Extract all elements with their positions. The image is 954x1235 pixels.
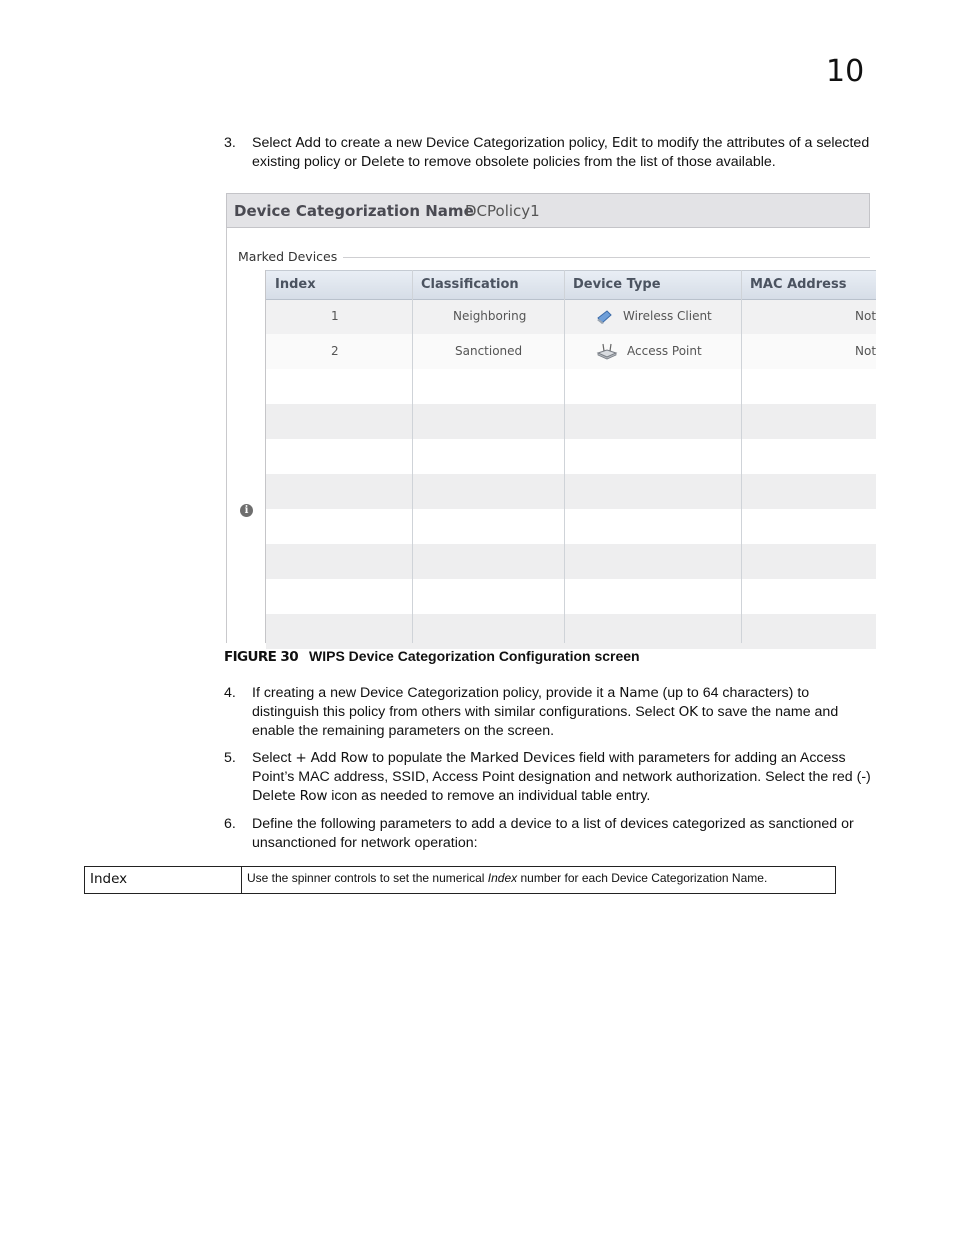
table-row[interactable]: [266, 334, 876, 369]
classification-cell: Sanctioned: [455, 344, 523, 358]
step-6: [224, 815, 874, 853]
index-cell: 1: [331, 309, 339, 323]
table-row[interactable]: [266, 544, 876, 579]
ui-term: Marked Devices: [469, 750, 576, 766]
text: number for each Device Categorization Name.: [517, 871, 768, 885]
step-4: [224, 684, 874, 741]
chapter-number: 10: [826, 54, 865, 89]
text: (up to 64 characters) to distinguish this policy from others with similar configurations. Select: [252, 685, 810, 720]
step-number: 3.: [224, 135, 236, 151]
text: to modify the attributes of a selected existing policy or: [252, 135, 870, 170]
table-row[interactable]: [266, 509, 876, 544]
marked-devices-panel: [226, 228, 877, 643]
text: to create a new Device Categorization policy,: [321, 135, 612, 151]
text: to remove obsolete policies from the list of those available.: [404, 154, 776, 170]
figure-title: WIPS Device Categorization Configuration screen: [309, 648, 640, 664]
marked-devices-table: [265, 270, 876, 643]
column-header-index[interactable]: Index: [275, 277, 316, 292]
text: Select: [252, 750, 296, 766]
table-header: [266, 270, 876, 300]
parameter-table: [84, 866, 836, 894]
step-text: [252, 749, 874, 806]
table-row[interactable]: [266, 579, 876, 614]
text: to populate the: [368, 750, 470, 766]
mac-cell: Not: [855, 344, 877, 358]
device-categorization-screenshot: [226, 193, 877, 643]
table-row[interactable]: [266, 404, 876, 439]
text: to save the name and enable the remaining parameters on the screen.: [252, 704, 839, 739]
column-divider: [412, 270, 413, 643]
table-row[interactable]: [266, 474, 876, 509]
table-row[interactable]: [266, 299, 876, 334]
ui-term: Edit: [611, 135, 638, 151]
column-header-mac-address[interactable]: MAC Address: [750, 277, 847, 292]
figure-caption: [224, 648, 640, 665]
column-header-classification[interactable]: Classification: [421, 277, 519, 292]
index-cell: 2: [331, 344, 339, 358]
classification-cell: Neighboring: [453, 309, 527, 323]
step-number: 4.: [224, 685, 236, 701]
step-text: [252, 684, 874, 741]
step-3: [224, 134, 874, 172]
parameter-description: [247, 871, 767, 885]
ui-term: Add: [295, 135, 322, 151]
step-number: 5.: [224, 750, 236, 766]
ui-term: Delete: [360, 154, 405, 170]
device-type-cell: Access Point: [627, 344, 702, 358]
column-divider: [564, 270, 565, 643]
text: field with parameters for adding an Access Point’s MAC address, SSID, Access Point designation and network authorization. Select the red (-): [252, 750, 871, 785]
ui-term: Delete Row: [252, 788, 328, 804]
parameter-name: Index: [85, 867, 242, 893]
text: Use the spinner controls to set the numerical: [247, 871, 488, 885]
step-text: [252, 134, 874, 172]
ui-term: Name: [619, 685, 659, 701]
access-point-icon: [596, 341, 618, 365]
wireless-client-icon: [594, 306, 614, 330]
name-label: Device Categorization Name: [234, 202, 474, 220]
info-icon[interactable]: i: [240, 504, 253, 517]
mac-cell: Not: [855, 309, 877, 323]
italic-term: Index: [487, 871, 518, 885]
name-header-bar: [226, 193, 870, 228]
text: If creating a new Device Categorization policy, provide it a: [252, 685, 620, 701]
device-type-cell: Wireless Client: [623, 309, 712, 323]
text: icon as needed to remove an individual table entry.: [327, 788, 651, 804]
step-number: 6.: [224, 816, 236, 832]
marked-devices-label: Marked Devices: [238, 249, 343, 264]
text: Select: [252, 135, 296, 151]
figure-label: FIGURE 30: [224, 649, 298, 665]
ui-term: OK: [678, 704, 698, 720]
table-row[interactable]: [266, 614, 876, 649]
name-value: DCPolicy1: [465, 202, 540, 220]
table-row[interactable]: [266, 439, 876, 474]
step-5: [224, 749, 874, 806]
step-text: Define the following parameters to add a device to a list of devices categorized as sanctioned or unsanctioned for network operation:: [252, 816, 854, 851]
column-divider: [741, 270, 742, 643]
ui-term: + Add Row: [295, 750, 369, 766]
column-header-device-type[interactable]: Device Type: [573, 277, 661, 292]
